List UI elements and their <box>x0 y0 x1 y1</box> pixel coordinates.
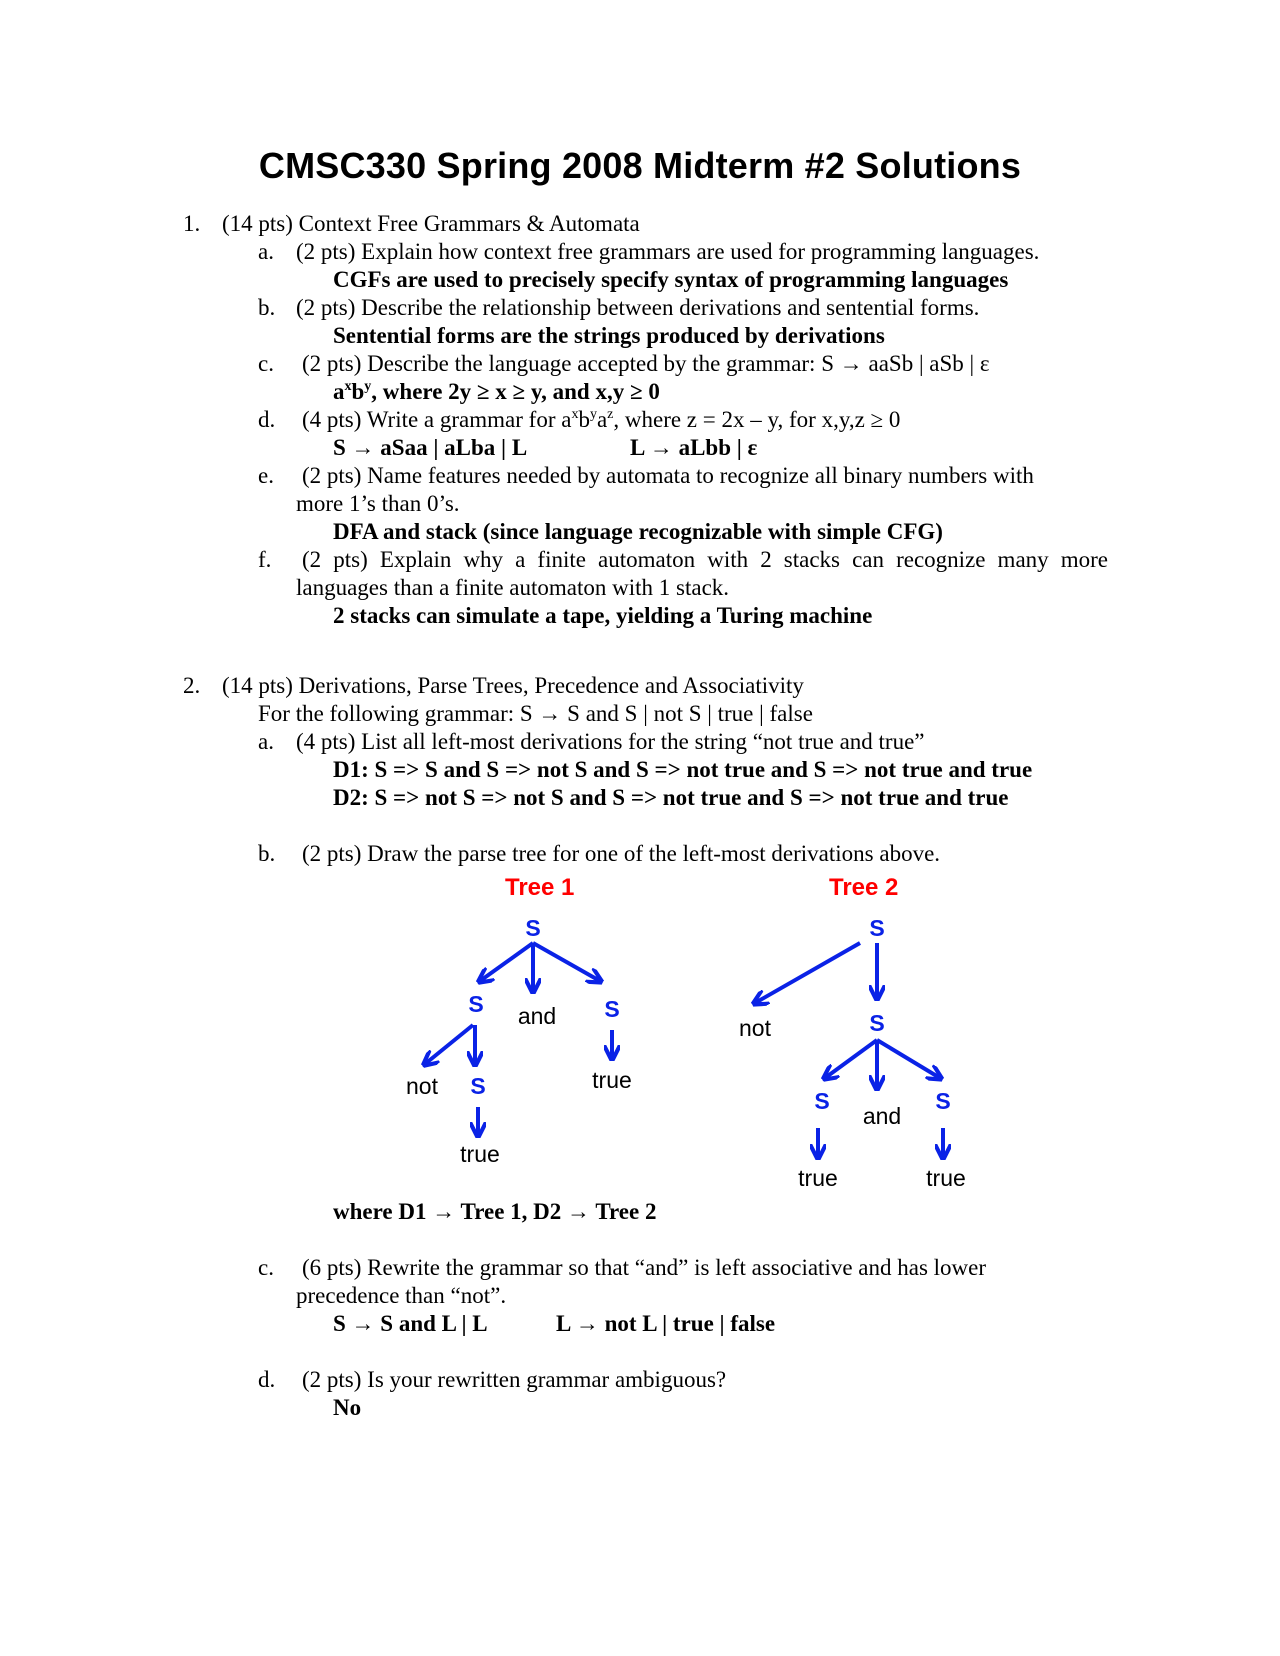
q1c-answer: $a^xb^y$, where 2y ≥ x ≥ y, and x,y ≥ 0 <box>333 379 660 404</box>
q1f-label: f. <box>258 547 272 572</box>
q1-heading: (14 pts) Context Free Grammars & Automata <box>222 211 640 236</box>
q1d-label: d. <box>258 407 276 432</box>
tree1-node-s-left: S <box>468 991 484 1017</box>
q1e-answer: DFA and stack (since language recognizable with simple CFG) <box>333 519 943 544</box>
q2a-question: (4 pts) List all left-most derivations for the string “not true and true” <box>296 729 925 754</box>
q2c-answer-s: S → S and L | L <box>333 1311 488 1336</box>
tree2-node-s-root: S <box>869 915 885 941</box>
tree2-node-s-mid: S <box>869 1010 885 1036</box>
tree2-edge-root-not <box>755 943 860 1003</box>
tree1-node-s-right: S <box>604 996 620 1022</box>
tree1-edge-root-left <box>480 943 533 981</box>
tree1-node-s-inner: S <box>470 1073 486 1099</box>
tree2-edge-s-right <box>877 1040 940 1078</box>
tree2-leaf-not: not <box>739 1015 771 1041</box>
q2d-question: (2 pts) Is your rewritten grammar ambiguous? <box>302 1367 727 1392</box>
q2-grammar: For the following grammar: S → S and S | not S | true | false <box>258 701 813 726</box>
q2-heading: (14 pts) Derivations, Parse Trees, Precedence and Associativity <box>222 673 804 698</box>
q2a-label: a. <box>258 729 274 754</box>
q1b-label: b. <box>258 295 276 320</box>
q2-number: 2. <box>183 673 201 698</box>
tree2-node-s-right: S <box>935 1088 951 1114</box>
tree-2-edges <box>755 943 943 1157</box>
page-title: CMSC330 Spring 2008 Midterm #2 Solutions <box>258 145 1022 186</box>
tree1-node-s-root: S <box>525 915 541 941</box>
q1a-question: (2 pts) Explain how context free grammars are used for programming languages. <box>296 239 1040 264</box>
q2d-answer: No <box>333 1395 362 1420</box>
q1c-label: c. <box>258 351 274 376</box>
q1b-question: (2 pts) Describe the relationship between derivations and sentential forms. <box>296 295 980 320</box>
tree-1-edges <box>425 943 612 1135</box>
tree2-leaf-true-left: true <box>798 1165 838 1191</box>
q1a-answer: CGFs are used to precisely specify syntax of programming languages <box>333 267 1009 292</box>
q1c-question: (2 pts) Describe the language accepted by the grammar: S → aaSb | aSb | ε <box>302 351 990 376</box>
q1d-question: (4 pts) Write a grammar for $a^xb^ya^z$, where z = 2x – y, for x,y,z ≥ 0 <box>302 407 901 432</box>
tree1-leaf-true-inner: true <box>460 1141 500 1167</box>
q2a-derivation-1: D1: S => S and S => not S and S => not true and S => not true and true <box>333 757 1033 782</box>
q2b-label: b. <box>258 841 276 866</box>
q2c-label: c. <box>258 1255 274 1280</box>
tree2-node-s-left: S <box>814 1088 830 1114</box>
q2d-label: d. <box>258 1367 276 1392</box>
tree2-edge-s-left <box>825 1040 877 1078</box>
q2b-note: where D1 → Tree 1, D2 → Tree 2 <box>333 1199 657 1224</box>
q1e-question-1: (2 pts) Name features needed by automata to recognize all binary numbers with <box>302 463 1034 488</box>
q2c-question-2: precedence than “not”. <box>296 1283 507 1308</box>
tree1-leaf-true-right: true <box>592 1067 632 1093</box>
tree2-leaf-and: and <box>862 1103 902 1129</box>
tree1-leaf-not: not <box>406 1073 438 1099</box>
q1f-answer: 2 stacks can simulate a tape, yielding a Turing machine <box>333 603 873 628</box>
tree-2-title: Tree 2 <box>829 874 899 901</box>
q2c-question-1: (6 pts) Rewrite the grammar so that “and” is left associative and has lower <box>302 1255 987 1280</box>
q1a-label: a. <box>258 239 274 264</box>
q2a-derivation-2: D2: S => not S => not S and S => not true and S => not true and true <box>333 785 1009 810</box>
q2c-answer-l: L → not L | true | false <box>556 1311 776 1336</box>
q1e-question-2: more 1’s than 0’s. <box>296 491 460 516</box>
q1e-label: e. <box>258 463 274 488</box>
tree1-edge-s-not <box>425 1025 473 1064</box>
q1b-answer: Sentential forms are the strings produced by derivations <box>333 323 885 348</box>
q1d-answer-s: S → aSaa | aLba | L <box>333 435 528 460</box>
q1-number: 1. <box>183 211 201 236</box>
tree1-edge-root-right <box>533 943 600 981</box>
tree1-leaf-and: and <box>517 1003 557 1029</box>
tree-1-title: Tree 1 <box>505 874 575 901</box>
q1f-question-1: (2 pts) Explain why a finite automaton with 2 stacks can recognize many more <box>302 547 1108 572</box>
q1f-question-2: languages than a finite automaton with 1 stack. <box>296 575 730 600</box>
tree2-leaf-true-right: true <box>926 1165 966 1191</box>
q2b-question: (2 pts) Draw the parse tree for one of the left-most derivations above. <box>302 841 941 866</box>
q1d-answer-l: L → aLbb | ε <box>630 435 758 460</box>
